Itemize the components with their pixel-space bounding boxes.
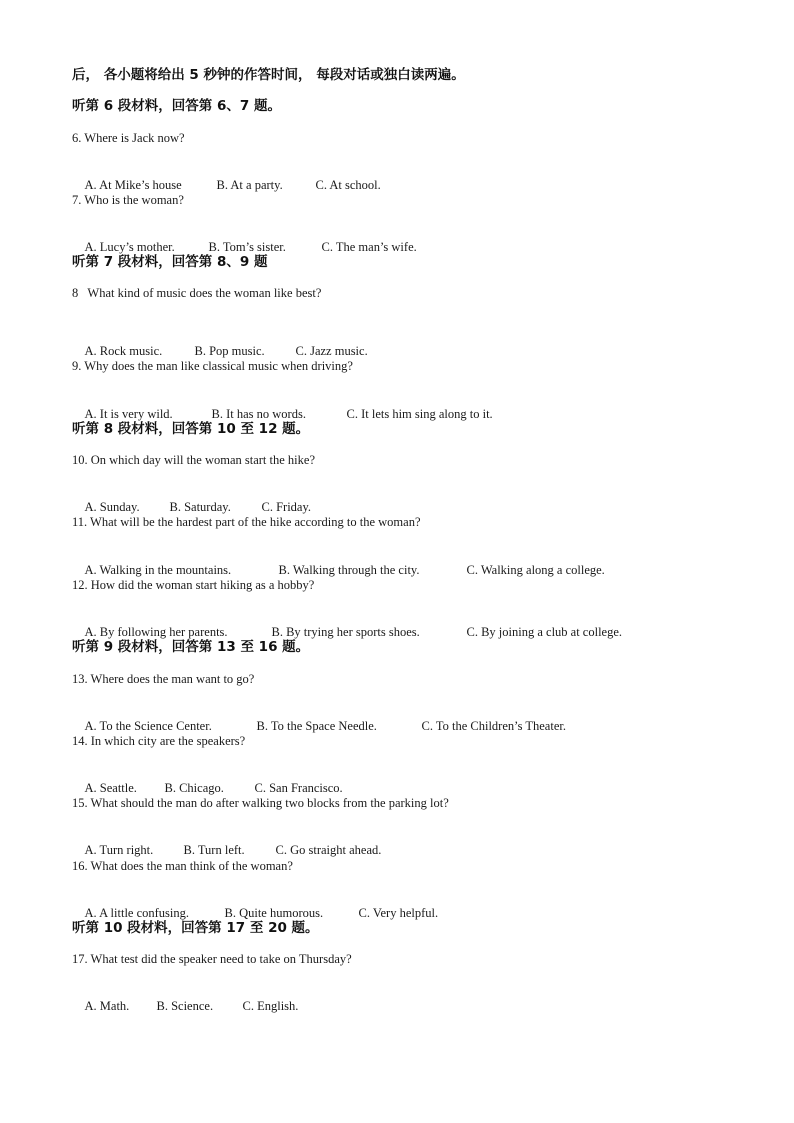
question-text: 6. Where is Jack now? bbox=[72, 131, 185, 145]
option-a: A. To the Science Center. bbox=[84, 719, 212, 733]
option-c: C. Very helpful. bbox=[358, 906, 439, 920]
question-text: 15. What should the man do after walking two blocks from the parking lot? bbox=[72, 796, 449, 810]
option-b: B. Tom’s sister. bbox=[208, 240, 286, 254]
option-b: B. It has no words. bbox=[211, 407, 306, 421]
option-c: C. By joining a club at college. bbox=[466, 625, 623, 639]
option-b: B. To the Space Needle. bbox=[256, 719, 377, 733]
option-c: C. It lets him sing along to it. bbox=[346, 407, 493, 421]
intro-line: 后， 各小题将给出 5 秒钟的作答时间， 每段对话或独白读两遍。 bbox=[72, 67, 465, 83]
option-a: A. It is very wild. bbox=[84, 407, 173, 421]
section-heading: 听第 10 段材料，回答第 17 至 20 题。 bbox=[72, 920, 319, 936]
option-a: A. Lucy’s mother. bbox=[84, 240, 175, 254]
section-heading: 听第 9 段材料，回答第 13 至 16 题。 bbox=[72, 639, 310, 655]
option-b: B. Quite humorous. bbox=[224, 906, 324, 920]
option-a: A. Math. bbox=[84, 999, 130, 1013]
option-b: B. Saturday. bbox=[169, 500, 231, 514]
section-heading: 听第 6 段材料，回答第 6、7 题。 bbox=[72, 98, 281, 114]
option-a: A. Seattle. bbox=[84, 781, 137, 795]
option-c: C. Friday. bbox=[261, 500, 312, 514]
option-b: B. By trying her sports shoes. bbox=[271, 625, 420, 639]
option-b: B. Turn left. bbox=[183, 843, 245, 857]
section-heading: 听第 8 段材料，回答第 10 至 12 题。 bbox=[72, 421, 310, 437]
option-b: B. At a party. bbox=[216, 178, 283, 192]
option-a: A. At Mike’s house bbox=[84, 178, 182, 192]
option-c: C. To the Children’s Theater. bbox=[421, 719, 566, 733]
option-b: B. Walking through the city. bbox=[278, 563, 420, 577]
question-text: 11. What will be the hardest part of the hike according to the woman? bbox=[72, 515, 421, 529]
option-a: A. A little confusing. bbox=[84, 906, 190, 920]
question-text: 13. Where does the man want to go? bbox=[72, 672, 255, 686]
question-text: 7. Who is the woman? bbox=[72, 193, 184, 207]
option-c: C. Jazz music. bbox=[295, 344, 368, 358]
question-text: 16. What does the man think of the woman? bbox=[72, 859, 293, 873]
question-text: 10. On which day will the woman start the hike? bbox=[72, 453, 315, 467]
option-a: A. Sunday. bbox=[84, 500, 140, 514]
section-heading: 听第 7 段材料，回答第 8、9 题 bbox=[72, 254, 268, 270]
option-b: B. Science. bbox=[156, 999, 214, 1013]
option-c: C. Go straight ahead. bbox=[275, 843, 382, 857]
option-b: B. Pop music. bbox=[194, 344, 265, 358]
answer-options bbox=[72, 982, 298, 1030]
question-text: 12. How did the woman start hiking as a hobby? bbox=[72, 578, 315, 592]
option-a: A. Walking in the mountains. bbox=[84, 563, 232, 577]
option-b: B. Chicago. bbox=[164, 781, 224, 795]
question-text: 9. Why does the man like classical music when driving? bbox=[72, 359, 353, 373]
option-a: A. By following her parents. bbox=[84, 625, 228, 639]
option-c: C. English. bbox=[242, 999, 299, 1013]
question-text: 17. What test did the speaker need to take on Thursday? bbox=[72, 952, 352, 966]
option-a: A. Rock music. bbox=[84, 344, 163, 358]
option-c: C. San Francisco. bbox=[254, 781, 343, 795]
option-c: C. At school. bbox=[315, 178, 381, 192]
option-c: C. The man’s wife. bbox=[321, 240, 417, 254]
question-text: 14. In which city are the speakers? bbox=[72, 734, 246, 748]
option-c: C. Walking along a college. bbox=[466, 563, 605, 577]
question-text: 8 What kind of music does the woman like best? bbox=[72, 286, 322, 300]
option-a: A. Turn right. bbox=[84, 843, 154, 857]
